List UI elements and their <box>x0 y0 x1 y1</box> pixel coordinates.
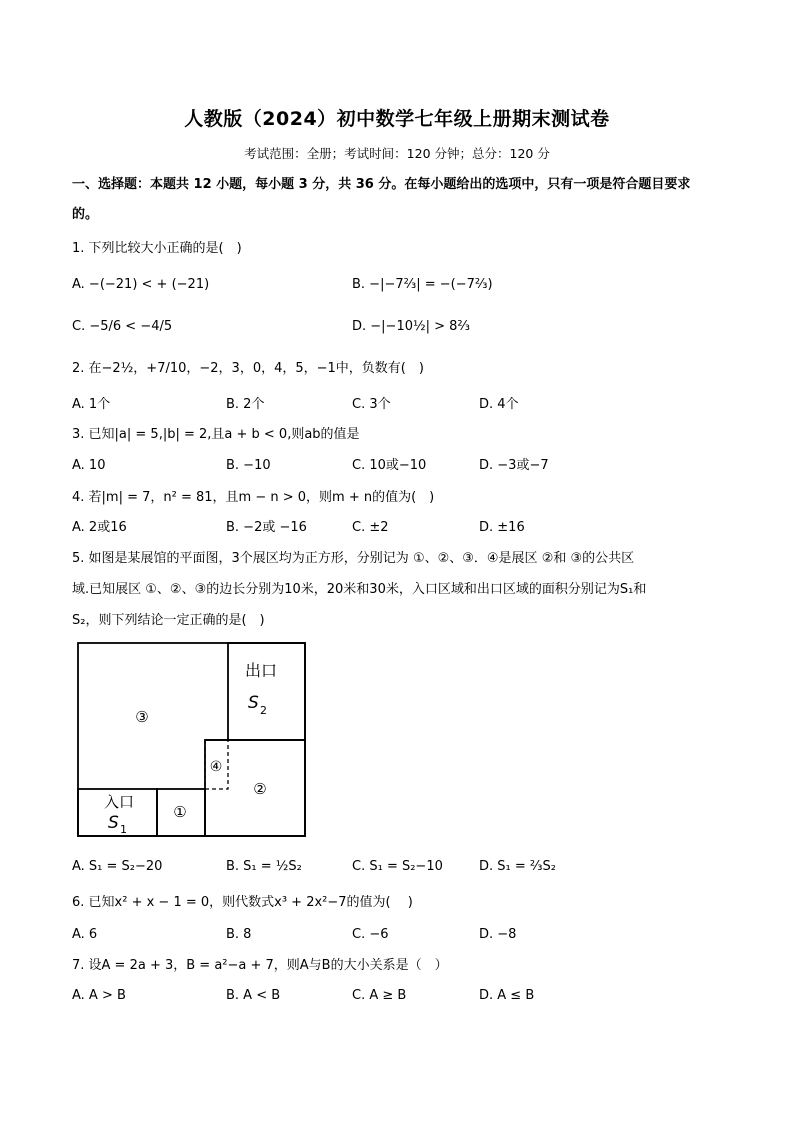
exam-info: 考试范围：全册；考试时间：120 分钟；总分：120 分 <box>244 146 550 161</box>
question-5-option-d: D. S₁ = ⅔S₂ <box>479 859 556 874</box>
question-1-option-d: D. −|−10½| > 8⅔ <box>352 319 470 334</box>
exit-area-symbol: S <box>248 693 259 713</box>
region-1-label: ① <box>173 803 187 821</box>
question-6-option-d: D. −8 <box>479 927 517 942</box>
section-heading-line2: 的。 <box>72 207 99 222</box>
question-4-option-a: A. 2或16 <box>72 520 127 535</box>
question-7-option-b: B. A < B <box>226 988 281 1003</box>
question-2-option-b: B. 2个 <box>226 397 265 412</box>
question-1-stem: 1. 下列比较大小正确的是( ) <box>72 241 242 256</box>
region-3-label: ③ <box>135 708 149 726</box>
exit-area-subscript: 2 <box>260 704 267 717</box>
question-6-option-a: A. 6 <box>72 927 98 942</box>
question-5-line3: S₂，则下列结论一定正确的是( ) <box>72 613 265 628</box>
question-6-stem: 6. 已知x² + x − 1 = 0，则代数式x³ + 2x²−7的值为( ) <box>72 895 413 910</box>
question-5-line1: 5. 如图是某展馆的平面图，3个展区均为正方形，分别记为 ①、②、③．④是展区 ②和 ③的公共区 <box>72 551 635 566</box>
question-4-option-b: B. −2或 −16 <box>226 520 307 535</box>
question-6-option-b: B. 8 <box>226 927 252 942</box>
question-4-option-d: D. ±16 <box>479 520 525 535</box>
question-5-option-b: B. S₁ = ½S₂ <box>226 859 302 874</box>
entry-area-symbol: S <box>108 813 119 833</box>
region-4-label: ④ <box>209 759 223 775</box>
question-5-option-c: C. S₁ = S₂−10 <box>352 859 443 874</box>
question-3-option-b: B. −10 <box>226 458 271 473</box>
question-2-option-a: A. 1个 <box>72 397 111 412</box>
question-1-option-a: A. −(−21) < + (−21) <box>72 277 210 292</box>
question-4-option-c: C. ±2 <box>352 520 389 535</box>
question-1-option-b: B. −|−7⅔| = −(−7⅔) <box>352 277 493 292</box>
question-2-option-c: C. 3个 <box>352 397 391 412</box>
question-5-option-a: A. S₁ = S₂−20 <box>72 859 163 874</box>
question-3-option-c: C. 10或−10 <box>352 458 427 473</box>
entry-label: 入口 <box>103 793 135 811</box>
question-2-option-d: D. 4个 <box>479 397 519 412</box>
question-3-option-a: A. 10 <box>72 458 106 473</box>
page-title: 人教版（2024）初中数学七年级上册期末测试卷 <box>184 108 610 130</box>
question-6-option-c: C. −6 <box>352 927 389 942</box>
question-3-option-d: D. −3或−7 <box>479 458 549 473</box>
question-1-option-c: C. −5/6 < −4/5 <box>72 319 173 334</box>
region-2-label: ② <box>253 780 267 798</box>
question-7-option-c: C. A ≥ B <box>352 988 407 1003</box>
section-heading-line1: 一、选择题：本题共 12 小题，每小题 3 分，共 36 分。在每小题给出的选项中，只有一项是符合题目要求 <box>72 177 691 192</box>
question-7-option-a: A. A > B <box>72 988 126 1003</box>
floor-plan-figure <box>76 640 308 840</box>
question-5-line2: 域.已知展区 ①、②、③的边长分别为10米，20米和30米，入口区域和出口区域的面积分别记为S₁和 <box>72 582 647 597</box>
exit-label: 出口 <box>244 661 278 680</box>
question-7-stem: 7. 设A = 2a + 3，B = a²−a + 7，则A与B的大小关系是（ ） <box>72 958 448 973</box>
question-7-option-d: D. A ≤ B <box>479 988 535 1003</box>
question-2-stem: 2. 在−2½，+7/10，−2，3，0，4，5，−1中，负数有( ) <box>72 361 424 376</box>
question-3-stem: 3. 已知|a| = 5,|b| = 2,且a + b < 0,则ab的值是 <box>72 427 360 442</box>
question-4-stem: 4. 若|m| = 7，n² = 81，且m − n > 0，则m + n的值为( ) <box>72 490 435 505</box>
entry-area-subscript: 1 <box>120 823 127 836</box>
exit-region <box>228 643 305 740</box>
